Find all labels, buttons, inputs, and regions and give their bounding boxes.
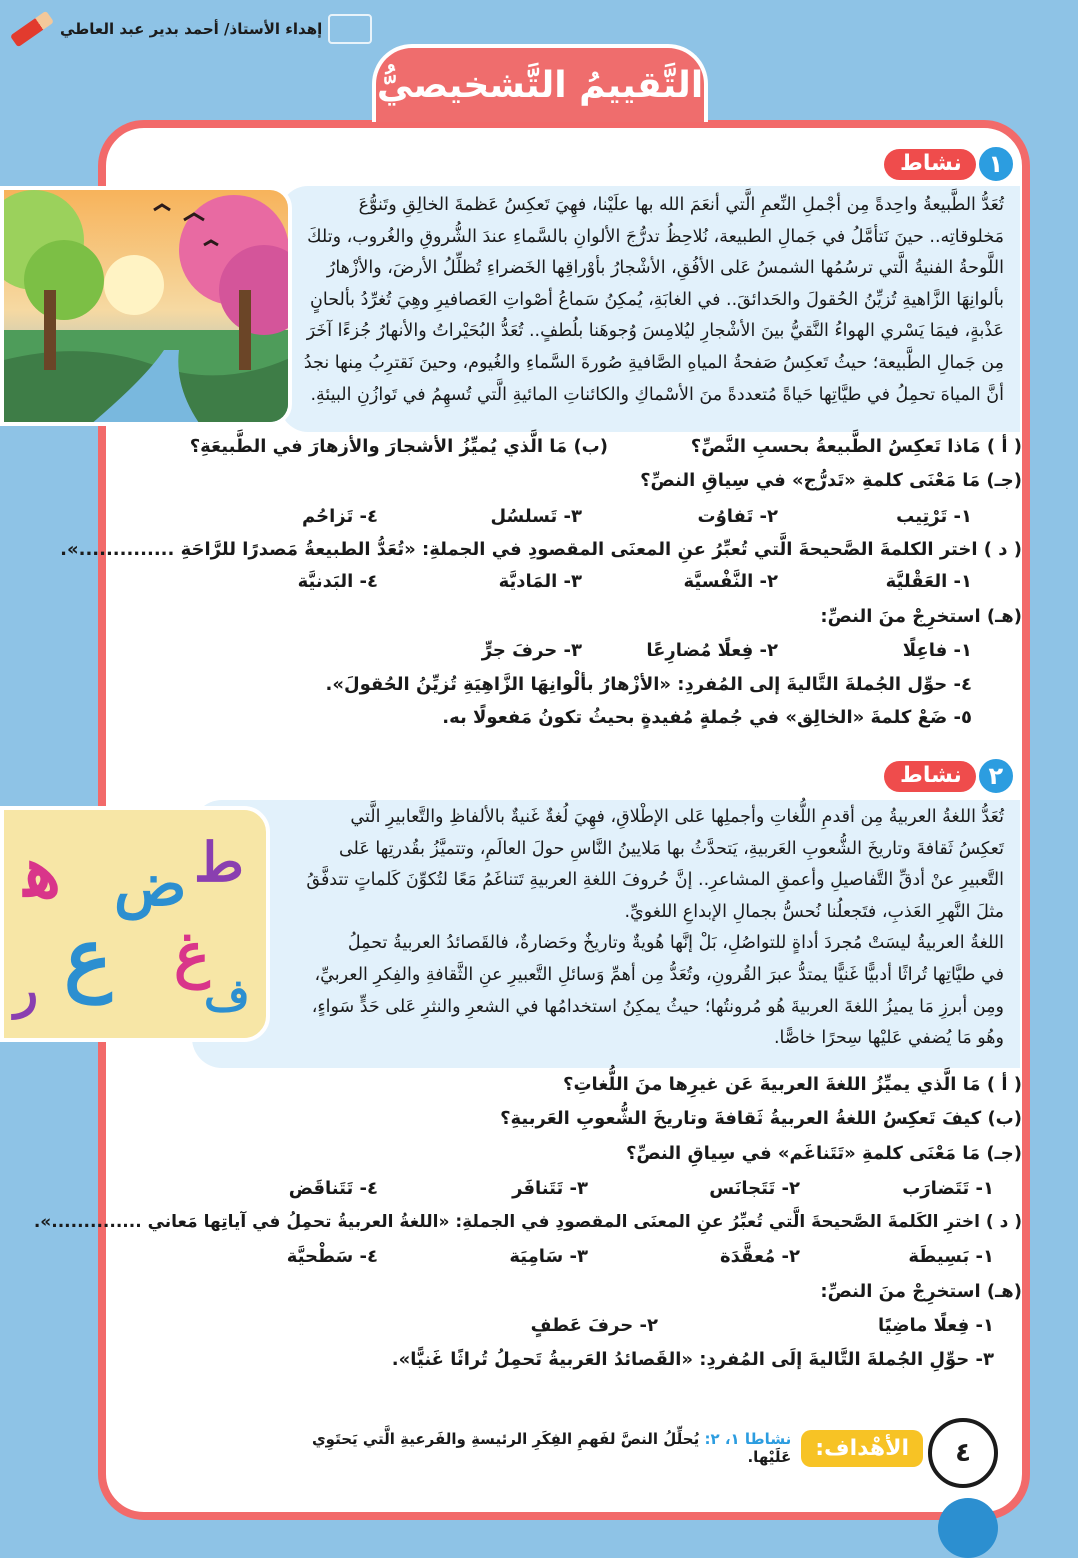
option[interactable]: ٢- تَتَجانَس bbox=[709, 1178, 800, 1199]
passage-line: بألوانِهَا الزَّاهيةِ تُزيِّنُ الحُقولَ والحَدائقَ.. في الغابَةِ، يُمكِنُ سَماعُ أصْواتِ العَصافيرِ وهِيَ تُغرِّدُ بألحانٍ bbox=[310, 289, 1004, 310]
pencil-icon bbox=[10, 11, 54, 48]
passage-line: أنَّ المياهَ تحمِلُ في طيَّاتِها حَياةً مُتعددةً منَ الأسْماكِ والكائناتِ المائيةِ الَّتي تُسهِمُ في تَوازُنِ البيئةِ. bbox=[310, 384, 1004, 405]
activity2-question-e3: ٣- حوِّلِ الجُملةَ التَّاليةَ إلَى المُفردِ: «القَصائدُ العَربيةُ تَحمِلُ تُراثًا غَنيًّا». bbox=[391, 1349, 994, 1370]
passage-line: مِن جَمالِ الطَّبيعة؛ حيثُ تَعكِسُ صَفحةُ المياهِ الصَّافيةِ صُورةَ السَّماءِ والغُيوم، وحينَ نَقترِبُ مِنها نجدُ bbox=[303, 352, 1004, 373]
activity1-question-e5: ٥- ضَعْ كلمةَ «الخالِق» في جُملةٍ مُفيدةٍ بحيثُ تكونُ مَفعولًا به. bbox=[442, 707, 972, 728]
calligraphy-image: ﻫ ﺽ ﻉ ﻍ ﺭ ﻁ ﻑ bbox=[0, 806, 270, 1042]
passage-line: تُعَدُّ الطَّبيعةُ واحِدةً مِن أجْملِ النِّعمِ الَّتي أنعَمَ الله بها علَيْنا، فهِيَ تَعكِسُ عَظمةَ الخالِقِ وتَنوُّعَ bbox=[358, 195, 1004, 215]
passage-line: مثلَ النَّهرِ العَذبِ، فتَجعلُنا نُحسُّ بجمالِ الإبداعِ اللغويِّ. bbox=[624, 901, 1004, 922]
passage-line: تُعَدُّ اللغةُ العربيةُ مِن أقدمِ اللُّغاتِ وأجملِها عَلى الإطْلاقِ، فهِيَ لُغةٌ غَنيةٌ بالألفاظِ والتَّعابيرِ الَّتي bbox=[350, 807, 1004, 827]
option[interactable]: ٤- تَتَناقَض bbox=[288, 1178, 378, 1199]
passage-line: وهُو مَا يُضفي عَليْها سِحرًا خاصًّا. bbox=[773, 1028, 1004, 1049]
activity2-number: ٢ bbox=[976, 756, 1016, 796]
extract-item: ٣- حرفَ جرٍّ bbox=[481, 640, 582, 661]
passage-line: اللغةُ العربيةُ ليسَتْ مُجردَ أداةٍ للتواصُلِ، بَلْ إنَّها هُويةٌ وتاريخٌ وحَضارةٌ، فالقَصائدُ العربيةُ تحمِلُ bbox=[347, 933, 1004, 954]
activity2-question-b: (ب) كيفَ تَعكِسُ اللغةُ العربيةُ ثَقافةَ وتاريخَ الشُّعوبِ العَربيةِ؟ bbox=[500, 1108, 1022, 1129]
goals-prefix: نشاطا ١، ٢: bbox=[704, 1430, 792, 1448]
option[interactable]: ١- العَقْليَّة bbox=[885, 571, 972, 592]
activity2-question-e: (هـ) استخرِجْ منَ النصِّ: bbox=[820, 1281, 1022, 1302]
decorative-circle bbox=[938, 1498, 998, 1558]
passage-line: عَذْبةٍ، فيمَا يَسْري الهواءُ النَّقيُّ بينَ الأشْجارِ ليُلامِسَ وُجوهَنا بلُطفٍ.. تُعَدُّ البُحَيْراتُ والأنهارُ جُزءًا آخَرَ bbox=[306, 321, 1004, 342]
page-title: التَّقييمُ التَّشخيصيُّ bbox=[376, 64, 704, 106]
option[interactable]: ٣- تَتَنافَر bbox=[512, 1178, 588, 1199]
activity1-question-d: ( د ) اختر الكلمةَ الصَّحيحةَ الَّتي تُعبِّرُ عنِ المعنَى المقصودِ في الجملةِ: «تُعَدُّ الطبيعةُ مَصدرًا للرَّاحَةِ ..............». bbox=[60, 539, 1022, 560]
page-number: ٤ bbox=[928, 1418, 998, 1488]
option[interactable]: ٣- المَاديَّة bbox=[498, 571, 582, 592]
activity1-number: ١ bbox=[976, 144, 1016, 184]
activity1-badge bbox=[884, 144, 1008, 184]
option[interactable]: ٤- تَزاحُم bbox=[302, 506, 378, 527]
activity1-question-a: ( أ ) مَاذا تَعكِسُ الطَّبيعةُ بحسبِ النَّصِّ؟ bbox=[690, 436, 1022, 457]
goals-description: يُحلِّلُ النصَّ لفَهمِ الفِكَرِ الرئيسةِ والفَرعيةِ الَّتي يَحتَوِي عَلَيْها. bbox=[311, 1430, 792, 1466]
extract-item: ٢- حرفَ عَطفٍ bbox=[530, 1315, 658, 1336]
goals-text bbox=[283, 1430, 791, 1466]
activity1-question-e: (هـ) استخرِجْ منَ النصِّ: bbox=[820, 606, 1022, 627]
activity1-question-e4: ٤- حوِّل الجُملةَ التَّاليةَ إلى المُفردِ: «الأزْهارُ بألْوانِهَا الزَّاهِيَةِ تُزيِّنُ الحُقولَ». bbox=[325, 674, 972, 695]
option[interactable]: ١- تَرْتِيب bbox=[896, 506, 972, 527]
passage-line: في طيَّاتِها تُراثًا أدبيًّا غَنيًّا يمتدُّ عبرَ القُرونِ، وتُعَدُّ مِن أهمِّ وَسائلِ التَّعبيرِ عنِ الثَّقافةِ والفِكرِ العربيِّ، bbox=[314, 964, 1004, 985]
books-icon bbox=[328, 14, 372, 44]
option[interactable]: ٣- سَامِيَة bbox=[509, 1246, 588, 1267]
goals-bar bbox=[283, 1420, 923, 1476]
activity1-passage bbox=[280, 186, 1020, 432]
option[interactable]: ٢- تَفاوُت bbox=[697, 506, 778, 527]
passage-line: مَخلوقاتِه.. حينَ نَتأمَّلُ في جَمالِ الطبيعة، نُلاحِظُ تدرُّجَ الألوانِ بالسَّماءِ عندَ الشُّروقِ والغُروب، وتلكَ bbox=[307, 226, 1004, 247]
activity2-question-c: (جـ) مَا مَعْنَى كلمةِ «تَتَناغَم» في سِياقِ النصِّ؟ bbox=[625, 1143, 1022, 1164]
activity2-question-a: ( أ ) مَا الَّذي يميِّزُ اللغةَ العربيةَ عَن غيرِها منَ اللُّغاتِ؟ bbox=[563, 1074, 1022, 1095]
goals-label: الأهْداف: bbox=[801, 1430, 923, 1467]
activity2-question-d: ( د ) اخترِ الكَلمةَ الصَّحيحةَ الَّتي تُعبِّرُ عنِ المعنَى المقصودِ في الجملةِ: «اللغةُ العربيةُ تحمِلُ في آياتِها مَعاني ..............». bbox=[33, 1212, 1022, 1232]
option[interactable]: ٤- البَدنيَّة bbox=[297, 571, 378, 592]
activity2-badge bbox=[884, 756, 1008, 796]
option[interactable]: ١- تَتَضارَب bbox=[902, 1178, 994, 1199]
extract-item: ٢- فِعلًا مُضارِعًا bbox=[646, 640, 778, 661]
nature-image bbox=[0, 186, 292, 426]
passage-line: ومِن أبرزِ مَا يميزُ اللغةَ العربيةَ هُو مُرونتُها؛ حيثُ يمكِنُ استخدامُها في الشعرِ والنثرِ عَلى حَدٍّ سَواءٍ، bbox=[311, 996, 1004, 1017]
activity1-label: نشاط bbox=[884, 149, 976, 180]
credit-text: إهداء الأستاذ/ أحمد بدير عبد العاطي bbox=[60, 20, 323, 38]
option[interactable]: ٤- سَطْحيَّة bbox=[286, 1246, 378, 1267]
title-tab bbox=[372, 44, 708, 122]
activity1-question-c: (جـ) مَا مَعْنَى كلمةِ «تَدرُّج» في سِياقِ النصِّ؟ bbox=[640, 470, 1022, 491]
passage-line: التَّعبيرِ عنْ أدقِّ التَّفاصيلِ وأعمقِ المشاعرِ.. إنَّ حُروفَ اللغةِ العربيةِ تَتناغَمُ مَعًا لتُكوِّنَ كَلماتٍ تتدفَّقُ bbox=[306, 870, 1004, 891]
passage-line: تَعكِسُ ثَقافةَ وتاريخَ الشُّعوبِ العَربيةِ، يَتحدَّثُ بها مَلايينُ النَّاسِ حولَ العالَمِ، وتتميَّزُ بقُدرتِها عَلى bbox=[338, 838, 1004, 859]
activity1-question-b: (ب) مَا الَّذي يُميِّزُ الأشجارَ والأزهارَ في الطَّبيعَةِ؟ bbox=[189, 436, 608, 457]
activity2-label: نشاط bbox=[884, 761, 976, 792]
header-credit bbox=[10, 14, 372, 44]
passage-line: اللَّوحةُ الفنيةُ الَّتي ترسُمُها الشمسُ عَلى الأفُقِ، الأشْجارُ بأوْراقِها الخَضراءِ تُظلِّلُ الأرضَ، والأزْهارُ bbox=[326, 258, 1004, 279]
option[interactable]: ٣- تَسلسُل bbox=[490, 506, 582, 527]
option[interactable]: ٢- مُعقَّدَة bbox=[719, 1246, 800, 1267]
extract-item: ١- فاعِلًا bbox=[902, 640, 972, 661]
option[interactable]: ١- بَسِيطَة bbox=[908, 1246, 994, 1267]
option[interactable]: ٢- النَّفْسيَّة bbox=[683, 571, 778, 592]
activity2-passage bbox=[192, 800, 1020, 1068]
extract-item: ١- فِعلًا ماضِيًا bbox=[877, 1315, 994, 1336]
